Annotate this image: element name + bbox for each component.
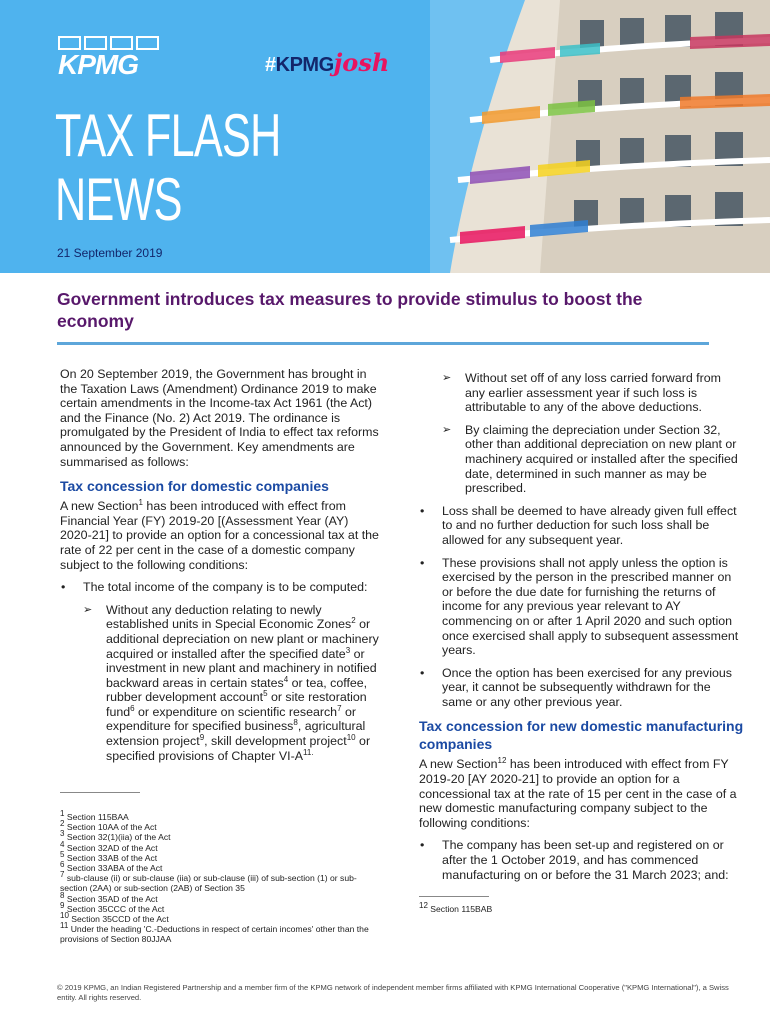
footnote-text: Section 35CCD of the Act: [71, 914, 169, 925]
text-run: , agricultural extension project: [106, 719, 366, 749]
footnote-number: 1: [60, 809, 65, 819]
list-item: • Once the option has been exercised for any previous year, it cannot be subsequently withdrawn for the same or any other previous year.: [419, 666, 744, 710]
text-run: or additional depreciation on new plant or machinery acquired or installed after the specified date: [106, 617, 379, 661]
footnote-number: 11: [60, 921, 69, 931]
text-run: A new Section: [60, 499, 139, 514]
footnote-number: 10: [60, 911, 69, 921]
footnote-ref: 3: [345, 645, 351, 655]
footnote-ref: 9: [199, 732, 205, 742]
sub-list-item: ➢ Without set off of any loss carried forward from any earlier assessment year if such loss is attributable to any of the above deductions.: [419, 371, 744, 415]
text-run: A new Section: [419, 757, 498, 772]
sub-list-item: [60, 603, 380, 764]
intro-paragraph: On 20 September 2019, the Government has brought in the Taxation Laws (Amendment) Ordinance 2019 to make certain amendments in the Income-tax Act 1961 (the Act) and the Finance (No. 2) Act 2019. The ordinance is promulgated by the President of India to effect tax reforms announced by the Government. Key amendments are summarised as follows:: [60, 367, 379, 469]
footnote-ref: 2: [351, 616, 356, 626]
josh-kpmg-word: KPMG: [275, 54, 334, 76]
footnote-item: [60, 819, 380, 833]
footnote-ref: 8: [293, 718, 298, 728]
footnote-divider: [60, 792, 140, 793]
footnote-ref: 4: [283, 674, 289, 684]
text-run: or specified provisions of Chapter VI-A: [106, 734, 371, 763]
text-run: has been introduced with effect from Financial Year (FY) 2019-20 [(Assessment Year (AY) 2020-21] to provide an option for a concessional tax at the rate of 22 per cent in the case of a domestic company subject to the following conditions:: [60, 499, 379, 572]
list-item: • The total income of the company is to be computed:: [60, 580, 380, 595]
text-run: or tea, coffee, rubber development account: [106, 675, 368, 705]
footnote-ref: 10: [346, 732, 356, 742]
footnote-number: 4: [60, 839, 65, 849]
section-heading-manufacturing: Tax concession for new domestic manufacturing companies: [419, 718, 744, 753]
footnote-number: 8: [60, 890, 65, 900]
sub-list-item: ➢ By claiming the depreciation under Section 32, other than additional depreciation on new plant or machinery acquired or installed after the specified date, determined in such manner as may be prescribed.: [419, 423, 744, 496]
masthead: [55, 104, 281, 232]
footnote-text: Section 35CCC of the Act: [66, 903, 165, 914]
footnote-item: [60, 870, 380, 894]
footnote-text: Under the heading 'C.-Deductions in respect of certain incomes' other than the provisions of Section 80JJAA: [60, 924, 369, 945]
hash-mark: #: [265, 54, 276, 76]
logo-boxes: [58, 36, 159, 50]
issue-date: 21 September 2019: [57, 246, 163, 260]
cover-banner: [0, 0, 770, 273]
footnote-ref: 12: [497, 756, 507, 766]
footnote-text: Section 35AD of the Act: [66, 893, 158, 904]
kpmg-logo: [58, 36, 160, 80]
text-run: has been introduced with effect from FY 2019-20 [AY 2020-21] to provide an option for a concessional tax at the rate of 15 per cent in the case of a new domestic manufacturing company subject to the following conditions:: [419, 757, 737, 830]
footnote-item: [60, 890, 380, 904]
left-column: [60, 367, 380, 771]
text-run: or expenditure on scientific research: [134, 704, 338, 719]
copyright-footer: © 2019 KPMG, an Indian Registered Partnership and a member firm of the KPMG network of independent member firms affiliated with KPMG International Cooperative ("KPMG International"), a Swiss entity. All rights reserved.: [57, 983, 729, 1002]
logo-text: KPMG: [58, 49, 138, 80]
footnote-ref: 6: [130, 703, 135, 713]
footnote-text: Section 33ABA of the Act: [66, 863, 163, 874]
footnote-text: Section 32(1)(iia) of the Act: [66, 832, 171, 843]
text-run: , skill development project: [204, 734, 347, 749]
footnote-text: Section 32AD of the Act: [66, 842, 158, 853]
footnote-item: [60, 829, 380, 843]
list-item: • Loss shall be deemed to have already given full effect to and no further deduction for such loss shall be allowed for any subsequent year.: [419, 504, 744, 548]
domestic-paragraph: [60, 499, 380, 572]
footnote-number: 5: [60, 849, 65, 859]
right-column: [419, 371, 744, 890]
footnote-number: 9: [60, 900, 65, 910]
section-heading-domestic: Tax concession for domestic companies: [60, 478, 329, 495]
footnote-number: 7: [60, 870, 65, 880]
text-run: or investment in new plant and machinery in notified backward areas in certain states: [106, 646, 377, 690]
footnote-ref: 7: [337, 703, 342, 713]
masthead-line-2: NEWS: [55, 166, 182, 233]
josh-script-word: josh: [333, 48, 390, 77]
list-item: • These provisions shall not apply unless the option is exercised by the person in the prescribed manner on or before the due date for furnishing the returns of income for any previous year relevant to AY commencing on or after 1 April 2020 and such option once exercised shall apply to subsequent assessment years.: [419, 556, 744, 658]
footnote-text: Section 33AB of the Act: [66, 852, 158, 863]
headline: Government introduces tax measures to provide stimulus to boost the economy: [57, 289, 643, 331]
footnote-right: [419, 901, 493, 914]
text-run: Without any deduction relating to newly established units in Special Economic Zones: [106, 602, 352, 632]
footnote-item: [60, 860, 380, 874]
list-item: • The company has been set-up and registered on or after the 1 October 2019, and has commenced manufacturing on or before the 31 March 2023; and:: [419, 838, 744, 882]
building-photo: [430, 0, 770, 273]
footnote-text: Section 10AA of the Act: [66, 822, 157, 833]
footnote-item: [60, 849, 380, 863]
footnote-item: [60, 839, 380, 853]
kpmg-josh-logo: [265, 48, 389, 77]
text-run: or expenditure for specified business: [106, 704, 356, 734]
footnote-ref: 1: [138, 498, 143, 508]
footnote-number: 12: [419, 901, 428, 911]
footnote-ref: 5: [263, 689, 268, 699]
text-run: or site restoration fund: [106, 690, 367, 719]
footnote-text: Section 115BAA: [66, 812, 129, 822]
footnote-divider-right: [419, 896, 489, 897]
footnote-text: sub-clause (ii) or sub-clause (iia) or sub-clause (iii) of sub-section (1) or sub-section (2AA) or sub-section (2AB) of Section 35: [60, 873, 357, 894]
footnote-item: [60, 911, 380, 925]
footnotes: [60, 809, 380, 945]
headline-rule: [57, 342, 709, 345]
footnote-number: 2: [60, 819, 65, 829]
footnote-number: 3: [60, 829, 65, 839]
footnote-ref: 11.: [302, 747, 314, 757]
manufacturing-paragraph: [419, 757, 744, 830]
footnote-item: [60, 900, 380, 914]
footnote-text: Section 115BAB: [430, 904, 493, 914]
footnote-item: [60, 921, 380, 945]
footnote-number: 6: [60, 860, 65, 870]
masthead-line-1: TAX FLASH: [55, 102, 281, 169]
footnote-item: [60, 809, 380, 822]
